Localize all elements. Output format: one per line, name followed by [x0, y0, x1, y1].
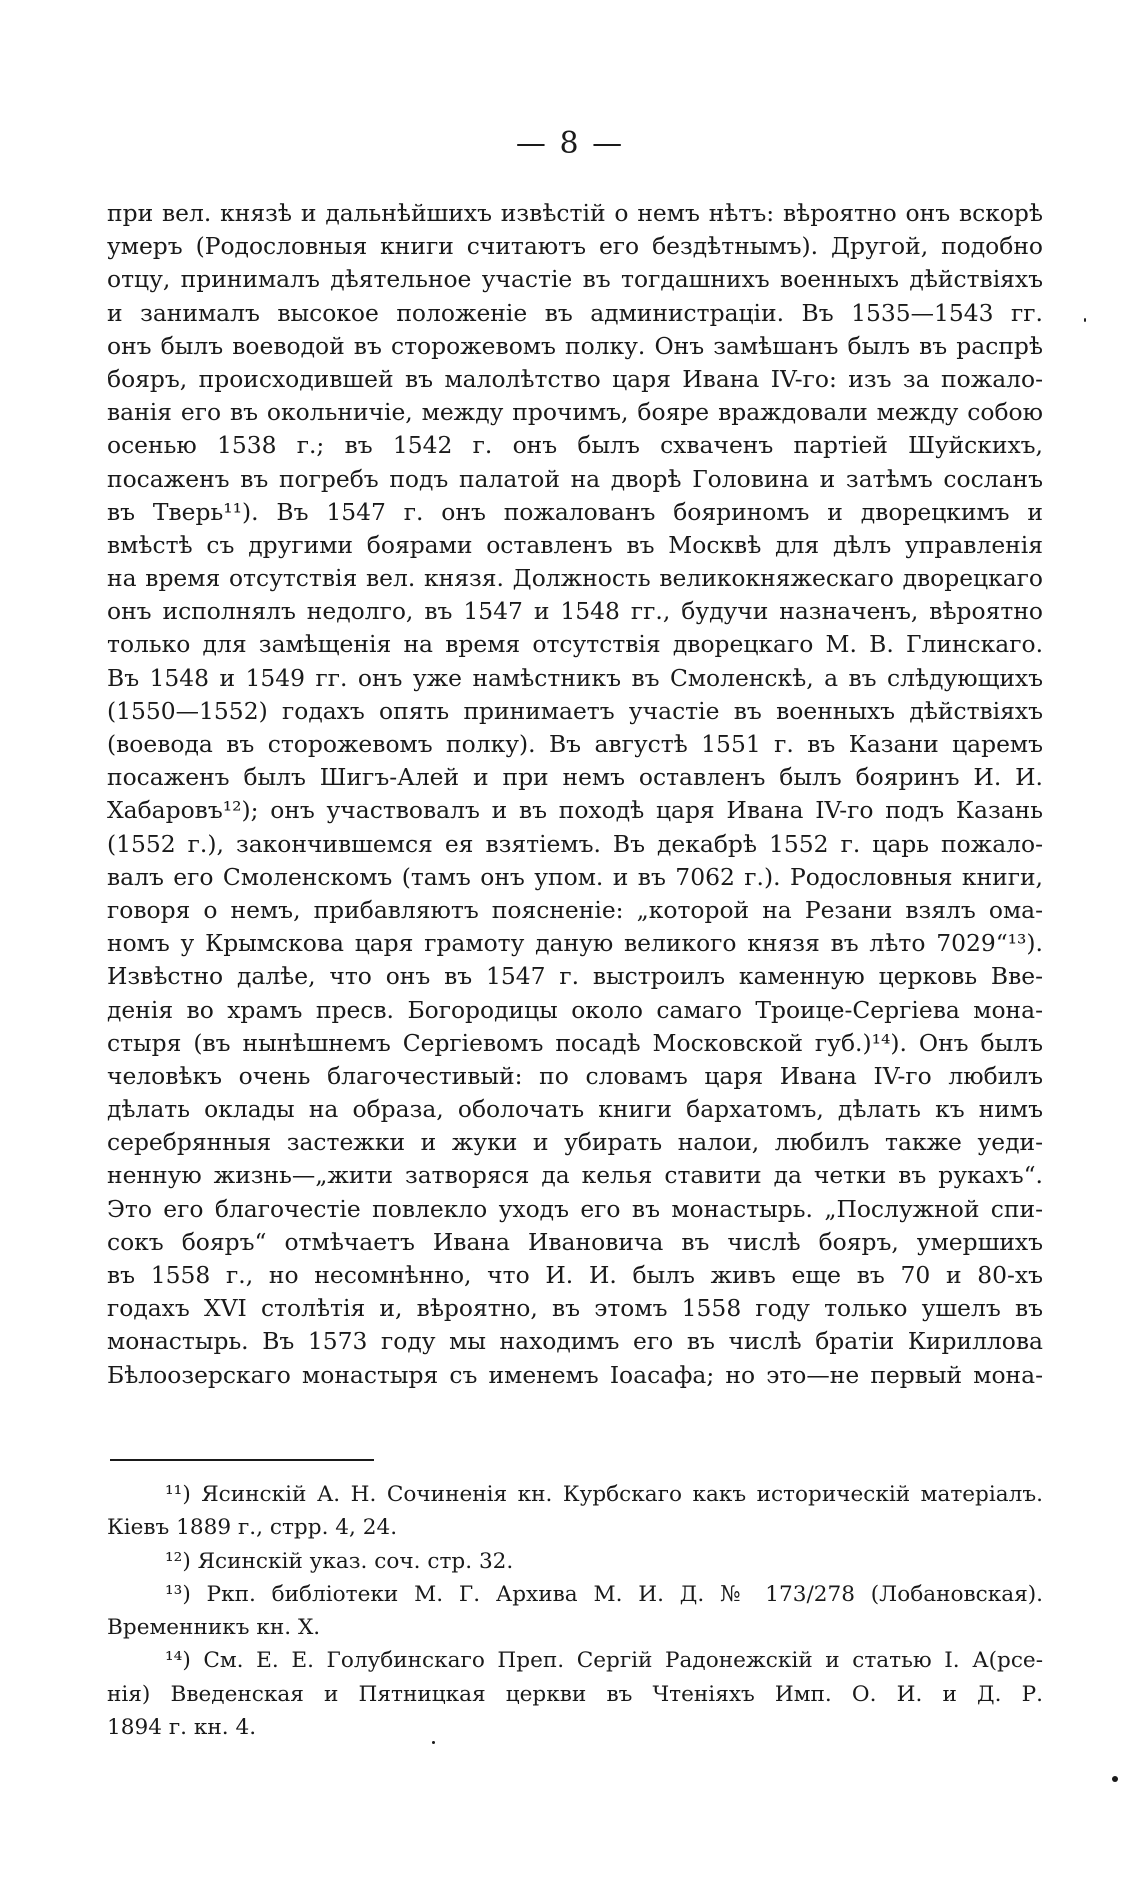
text-line: осенью 1538 г.; въ 1542 г. онъ былъ схваченъ партіей Шуйскихъ, — [107, 431, 1043, 460]
text-line: онъ былъ воеводой въ сторожевомъ полку. Онъ замѣшанъ былъ въ распрѣ — [107, 331, 1043, 360]
text-line: серебрянныя застежки и жуки и убирать налои, любилъ также уеди- — [107, 1128, 1043, 1157]
footnote-line: Временникъ кн. X. — [107, 1615, 321, 1641]
text-line: человѣкъ очень благочестивый: по словамъ царя Ивана IV-го любилъ — [107, 1061, 1043, 1090]
text-line: Въ 1548 и 1549 гг. онъ уже намѣстникъ въ Смоленскѣ, а въ слѣдующихъ — [107, 663, 1043, 692]
text-line: при вел. князѣ и дальнѣйшихъ извѣстій о немъ нѣтъ: вѣроятно онъ вскорѣ — [107, 199, 1043, 227]
text-line: посаженъ въ погребъ подъ палатой на дворѣ Головина и затѣмъ сосланъ — [107, 464, 1043, 493]
footnote-line: Кіевъ 1889 г., стрр. 4, 24. — [107, 1515, 398, 1541]
text-line: стыря (въ нынѣшнемъ Сергіевомъ посадѣ Московской губ.)¹⁴). Онъ былъ — [107, 1028, 1043, 1057]
text-line: въ 1558 г., но несомнѣнно, что И. И. былъ живъ еще въ 70 и 80-хъ — [107, 1261, 1043, 1289]
main-text — [107, 197, 1043, 1392]
text-line: ванія его въ окольничіе, между прочимъ, бояре враждовали между собою — [107, 398, 1043, 427]
footnote-line: нія) Введенская и Пятницкая церкви въ Чтеніяхъ Имп. О. И. и Д. Р. — [107, 1681, 1043, 1707]
text-line: Извѣстно далѣе, что онъ въ 1547 г. выстроилъ каменную церковь Вве- — [107, 962, 1043, 991]
footnotes — [107, 1478, 1043, 1744]
footnote-line: ¹⁴) См. Е. Е. Голубинскаго Преп. Сергій Радонежскій и статью І. А(рсе- — [165, 1648, 1043, 1674]
footnote-line: 1894 г. кн. 4. — [107, 1715, 257, 1741]
text-line: на время отсутствія вел. князя. Должность великокняжескаго дворецкаго — [107, 564, 1043, 593]
text-line: бояръ, происходившей въ малолѣтство царя Ивана IV-го: изъ за пожало- — [107, 364, 1043, 393]
text-line: (воевода въ сторожевомъ полку). Въ августѣ 1551 г. въ Казани царемъ — [107, 730, 1043, 758]
text-line: годахъ XVI столѣтія и, вѣроятно, въ этомъ 1558 году только ушелъ въ — [107, 1294, 1043, 1323]
text-line: (1552 г.), закончившемся ея взятіемъ. Въ декабрѣ 1552 г. царь пожало- — [107, 829, 1043, 858]
text-line: и занималъ высокое положеніе въ администраціи. Въ 1535—1543 гг. — [107, 298, 1043, 327]
text-line: только для замѣщенія на время отсутствія дворецкаго М. В. Глинскаго. — [107, 630, 1043, 659]
text-line: (1550—1552) годахъ опять принимаетъ участіе въ военныхъ дѣйствіяхъ — [107, 696, 1043, 725]
text-line: Хабаровъ¹²); онъ участвовалъ и въ походѣ царя Ивана IV-го подъ Казань — [107, 796, 1043, 825]
scan-speck — [1084, 318, 1086, 322]
text-line: отцу, принималъ дѣятельное участіе въ тогдашнихъ военныхъ дѣйствіяхъ — [107, 265, 1043, 294]
text-line: умеръ (Родословныя книги считаютъ его бездѣтнымъ). Другой, подобно — [107, 232, 1043, 261]
scan-speck — [1112, 1776, 1118, 1782]
footnote-line: ¹¹) Ясинскій А. Н. Сочиненія кн. Курбскаго какъ историческій матеріалъ. — [165, 1482, 1043, 1507]
text-line: денія во храмъ пресв. Богородицы около самаго Троице-Сергіева мона- — [107, 995, 1043, 1024]
text-line: дѣлать оклады на образа, оболочать книги бархатомъ, дѣлать къ нимъ — [107, 1095, 1043, 1124]
text-line: вмѣстѣ съ другими боярами оставленъ въ Москвѣ для дѣлъ управленія — [107, 530, 1043, 559]
text-line: онъ исполнялъ недолго, въ 1547 и 1548 гг., будучи назначенъ, вѣроятно — [107, 597, 1043, 626]
footnote-line: ¹²) Ясинскій указ. соч. стр. 32. — [165, 1548, 514, 1574]
footnote-separator — [110, 1459, 374, 1461]
text-line: валъ его Смоленскомъ (тамъ онъ упом. и въ 7062 г.). Родословныя книги, — [107, 862, 1043, 891]
text-line: въ Тверь¹¹). Въ 1547 г. онъ пожалованъ бояриномъ и дворецкимъ и — [107, 497, 1043, 526]
text-line: говоря о немъ, прибавляютъ поясненіе: „которой на Резани взялъ ома- — [107, 895, 1043, 924]
text-line: номъ у Крымскова царя грамоту даную великого князя въ лѣто 7029“¹³). — [107, 929, 1043, 958]
text-line: ненную жизнь—„жити затворяся да келья ставити да четки въ рукахъ“. — [107, 1161, 1043, 1190]
scan-speck — [432, 1741, 435, 1744]
text-line: посаженъ былъ Шигъ-Алей и при немъ оставленъ былъ бояринъ И. И. — [107, 763, 1043, 792]
text-line: сокъ бояръ“ отмѣчаетъ Ивана Ивановича въ числѣ бояръ, умершихъ — [107, 1227, 1043, 1256]
text-line: монастырь. Въ 1573 году мы находимъ его въ числѣ братіи Кириллова — [107, 1327, 1043, 1356]
text-line: Бѣлоозерскаго монастыря съ именемъ Іоасафа; но это—не первый мона- — [107, 1360, 1043, 1389]
text-line: Это его благочестіе повлекло уходъ его въ монастырь. „Послужной спи- — [107, 1194, 1043, 1223]
page-number: — 8 — — [515, 126, 625, 161]
footnote-line: ¹³) Ркп. библіотеки М. Г. Архива М. И. Д. № 173/278 (Лобановская). — [165, 1581, 1043, 1607]
